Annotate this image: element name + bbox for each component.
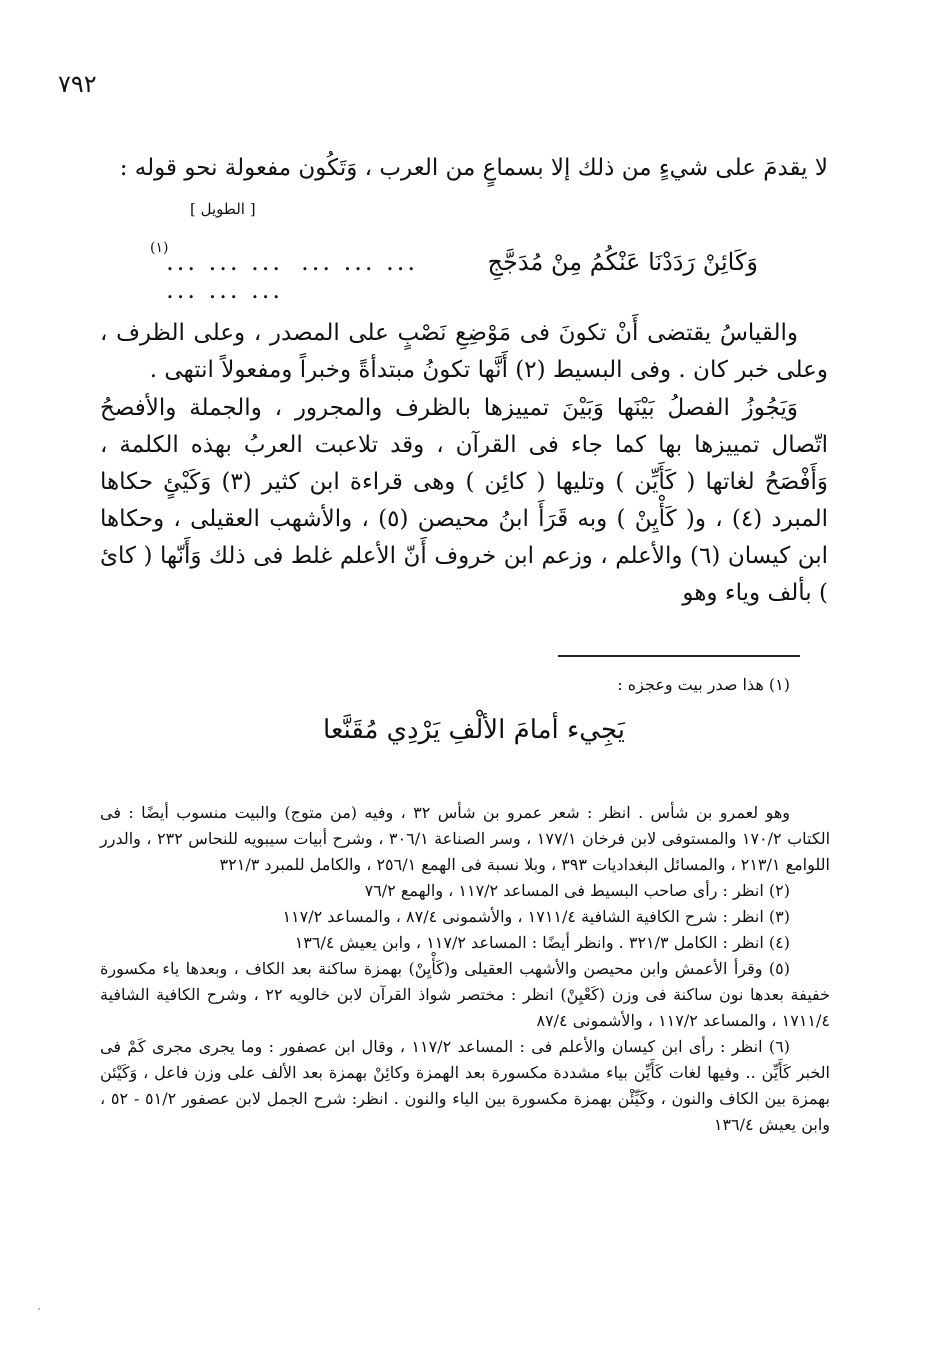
verse-footnote-ref: (١)	[150, 240, 169, 256]
footnote-2: (٢) انظر : رأى صاحب البسيط فى المساعد ١١٧/٢ ، والهمع ٧٦/٢	[364, 881, 790, 900]
intro-line	[100, 150, 828, 186]
footnote-1-body: وهو لعمرو بن شأس . انظر : شعر عمرو بن شأس ٣٢ ، وفيه (من متوج) والبيت منسوب أيضًا : فى الكتاب ١٧٠/٢ والمستوفى لابن فرخان ١٧٧/١ ، وسر الصناعة ٣٠٦/١ ، وشرح أبيات سيبويه للنحاس ٢٣٢ ، والدرر اللوامع ٢١٣/١ ، والمسائل البغداديات ٣٩٣ ، وبلا نسبة فى الهمع ٢٥٦/١ ، والكامل للمبرد ٣٢١/٣	[100, 803, 831, 874]
verse-ellipsis-right: ... ... ...	[301, 248, 418, 276]
page-number: ٧٩٢	[58, 70, 97, 98]
intro-sentence: لا يقدمَ على شيءٍ من ذلك إلا بسماعٍ من العرب ، وَتَكُون مفعولة نحو قوله :	[119, 155, 828, 181]
paragraph-separation: وَيَجُوزُ الفصلُ بَيْنَها وَبَيْنَ تمييزها بالظرف والمجرور ، والجملة والأفصحُ اتّصال تمييزها بها كما جاء فى القرآن ، وقد تلاعبت العربُ بهذه الكلمة ، وَأَفْصَحُ لغاتها ( كَأَيِّن ) وتليها ( كائِن ) وهى قراءة ابن كثير (٣) وَكَيْئٍ حكاها المبرد (٤) ، و( كَأْيِنْ ) وبه قَرَأَ ابنُ محيصن (٥) ، والأشهب العقيلى ، وحكاها ابن كيسان (٦) والأعلم ، وزعم ابن خروف أَنّ الأعلم غلط فى ذلك وَأَنّها ( كاىٔ ) بألف وياء وهو	[100, 395, 829, 606]
footnotes-list	[100, 800, 830, 1138]
meter-label: [ الطويل ]	[190, 200, 256, 218]
footnote-5: (٥) وقرأ الأعمش وابن محيصن والأشهب العقيلى و(كَأْيِنْ) بهمزة ساكنة بعد الكاف ، وبعدها ياء مكسورة خفيفة بعدها نون ساكنة فى وزن (كَعْيِنْ) انظر : مختصر شواذ القرآن لابن خالويه ٢٢ ، وشرح الكافية الشافية ١٧١١/٤ ، والمساعد ١١٧/٢ ، والأشمونى ٨٧/٤	[100, 959, 830, 1030]
footnote-poem-line: يَجِيء أمامَ الألْفِ يَرْدِي مُقَنَّعا	[323, 715, 625, 745]
verse-first-hemistich: وَكَائِنْ رَدَدْنَا عَنْكُمُ مِنْ مُدَجَّجِ	[487, 248, 758, 276]
footnote-divider	[558, 655, 800, 657]
paragraph-analogy: والقياسُ يقتضى أَنْ تكونَ فى مَوْضِعِ نَصْبٍ على المصدر ، وعلى الظرف ، وعلى خبر كان . وفى البسيط (٢) أَنَّها تكونُ مبتدأةً وخبراً ومفعولاً انتهى .	[100, 320, 828, 383]
footnote-1-intro-text: (١) هذا صدر بيت وعجزه :	[617, 675, 790, 694]
scan-speck	[38, 1308, 40, 1310]
verse-ellipsis-left: ... ... ... ... ... ...	[166, 248, 283, 304]
footnote-1-intro	[100, 672, 830, 698]
footnote-3: (٣) انظر : شرح الكافية الشافية ١٧١١/٤ ، والأشمونى ٨٧/٤ ، والمساعد ١١٧/٢	[282, 907, 790, 926]
footnote-6: (٦) انظر : رأى ابن كيسان والأعلم فى : المساعد ١١٧/٢ ، وقال ابن عصفور : وما يجرى مجرى كَمْ فى الخبر كَأَيِّن .. وفيها لغات كَأَيِّن بياء مشددة مكسورة بعد الهمزة وكائِنْ بهمزة بعد الألف على وزن فاعل ، وَكَيْئن بهمزة بين الكاف والنون ، وكَيِّئْن بهمزة مكسورة بين الياء والنون . انظر: شرح الجمل لابن عصفور ٥١/٢ - ٥٢ ، وابن يعيش ١٣٦/٤	[100, 1037, 831, 1134]
footnote-4: (٤) انظر : الكامل ٣٢١/٣ . وانظر أيضًا : المساعد ١١٧/٢ ، وابن يعيش ١٣٦/٤	[294, 933, 790, 952]
